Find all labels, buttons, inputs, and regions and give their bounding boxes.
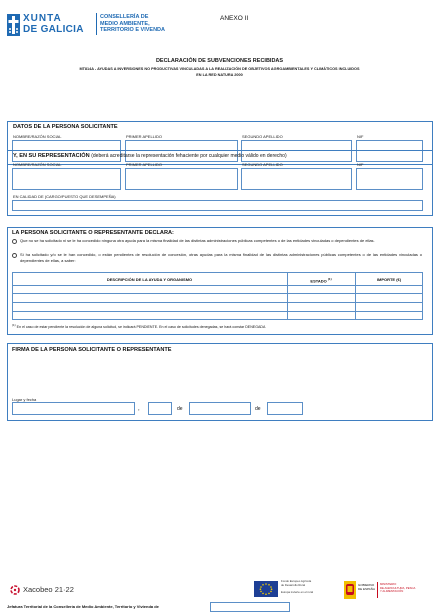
place-field[interactable] (12, 402, 135, 415)
aid-table-header-status (287, 277, 355, 283)
applicant-name-label: NOMBRE/RAZÓN SOCIAL (13, 134, 62, 139)
table-row-3-status[interactable] (289, 304, 353, 310)
aid-table-header-description: DESCRIPCIÓN DE LA AYUDA Y ORGANISMO (106, 277, 193, 282)
month-field[interactable] (189, 402, 251, 415)
table-row-1-desc[interactable] (14, 287, 285, 293)
rep-surname2-field[interactable] (241, 168, 352, 190)
footnote-mark: (1) (12, 323, 16, 327)
option-has-aid-text: Sí ha solicitado y/o se le han concedido, o están pendientes de resolución de concesión, otras ayudas para la misma finalidad de las distintas administraciones públicas competentes o de las entidades vinculadas o dependientes de ellas, a saber: (20, 252, 422, 263)
applicant-surname1-label: PRIMER APELLIDO (126, 134, 163, 139)
logo-divider (96, 13, 97, 35)
ministry-divider (377, 582, 378, 598)
table-row-2-status[interactable] (289, 295, 353, 301)
table-row-2-amount[interactable] (357, 295, 421, 301)
spain-government-logo (344, 580, 434, 602)
eu-line-3: Europa invierte en el rural (281, 590, 314, 595)
rep-surname2-label: SEGUNDO APELLIDO (242, 162, 283, 167)
rep-nif-label: NIF (357, 162, 364, 167)
place-date-comma: , (138, 406, 140, 412)
representative-title-note: (deberá acreditarse la representación fehaciente por cualquier medio válido en derecho) (91, 153, 287, 159)
option-no-aid-text: Que no se ha solicitado ni se le ha concedido ninguna otra ayuda para la misma finalidad de las distintas administraciones públicas competentes o de las entidades vinculadas o dependientes de ellas. (20, 238, 375, 243)
eu-text (281, 580, 313, 595)
table-row-1-amount[interactable] (357, 287, 421, 293)
rep-name-label: NOMBRE/RAZÓN SOCIAL (13, 162, 62, 167)
logo-text-xunta: XUNTA (23, 13, 62, 24)
rep-capacity-field[interactable] (12, 200, 423, 211)
ministry-line-2: DE AGRICULTURA, PESCA (380, 585, 416, 590)
spain-coat-of-arms-icon (344, 581, 356, 599)
footnote-text: En el caso de estar pendiente la resolución de alguna solicitud, se indicará PENDIENTE. En el caso de solicitudes denegadas, se hará constar DENEGADA (16, 325, 266, 330)
table-row-3-amount[interactable] (357, 304, 421, 310)
representative-title-text: Y, EN SU REPRESENTACIÓN (13, 153, 90, 159)
logo-text-galicia: DE GALICIA (23, 24, 84, 35)
status-header-text: ESTADO (310, 278, 327, 284)
rep-surname1-field[interactable] (125, 168, 238, 190)
day-field[interactable] (148, 402, 172, 415)
gobierno-text (358, 584, 375, 592)
rep-nif-field[interactable] (356, 168, 423, 190)
dept-line-1: CONSELLERÍA DE (100, 14, 149, 20)
dept-line-2: MEDIO AMBIENTE, (100, 20, 150, 27)
xacobeo-text: Xacobeo 21·22 (23, 585, 74, 594)
aid-table-row-divider-1 (12, 293, 423, 294)
status-header-footnote-ref: (1) (327, 277, 332, 281)
option-has-aid-radio[interactable] (12, 253, 17, 258)
year-field[interactable] (267, 402, 303, 415)
table-row-3-desc[interactable] (14, 304, 285, 310)
form-title: DECLARACIÓN DE SUBVENCIONES RECIBIDAS (155, 58, 284, 64)
eu-flag-icon (254, 581, 278, 597)
declaration-section-title: LA PERSONA SOLICITANTE O REPRESENTANTE DECLARA: (12, 230, 174, 236)
table-row-4-desc[interactable] (14, 313, 285, 319)
gobierno-line-1: GOBIERNO (358, 583, 375, 587)
dept-line-3: TERRITORIO E VIVENDA (100, 27, 165, 34)
applicant-nif-label: NIF (357, 134, 364, 139)
place-date-label: Lugar y fecha (12, 397, 37, 402)
ministry-line-3: Y ALIMENTACIÓN (380, 589, 404, 594)
xacobeo-logo (10, 584, 90, 596)
form-subtitle-2: EN LA RED NATURA 2000 (196, 73, 243, 77)
date-de-1: de (177, 406, 183, 412)
date-de-2: de (255, 406, 261, 412)
aid-table-header-divider (12, 285, 423, 286)
rep-name-field[interactable] (12, 168, 121, 190)
applicant-section-title: DATOS DE LA PERSONA SOLICITANTE (13, 124, 118, 130)
territorial-office-label: Jefatura Territorial de la Consellería de Medio Ambiente, Territorio y Vivienda de (7, 604, 159, 609)
aid-table-row-divider-3 (12, 311, 423, 312)
eu-line-2: de Desarrollo Rural (281, 582, 306, 587)
applicant-surname2-label: SEGUNDO APELLIDO (242, 134, 283, 139)
aid-table-header-amount: IMPORTE (€) (376, 277, 402, 282)
eu-feader-logo (254, 580, 330, 602)
ministry-line-1: MINISTERIO (380, 582, 397, 586)
xunta-logo (7, 13, 97, 43)
ministry-text (380, 583, 415, 594)
rep-surname1-label: PRIMER APELLIDO (126, 162, 163, 167)
xunta-cross-icon (7, 14, 20, 36)
table-row-2-desc[interactable] (14, 295, 285, 301)
annex-label: ANEXO II (220, 15, 249, 22)
xacobeo-emblem-icon (10, 585, 20, 595)
table-row-1-status[interactable] (289, 287, 353, 293)
aid-table-row-divider-2 (12, 302, 423, 303)
rep-capacity-label: EN CALIDAD DE (CARGO/PUESTO QUE DESEMPEÑA) (13, 194, 116, 199)
form-subtitle-1: MT814A - AYUDAS A INVERSIONES NO PRODUCTIVAS VINCULADAS A LA REALIZACIÓN DE OBJETIVOS AGROAMBIENTALES Y CLIMÁTICOS INCLUIDOS (79, 67, 360, 71)
table-row-4-status[interactable] (289, 313, 353, 319)
eu-line-1: Fondo Europeo Agrícola (281, 579, 312, 583)
representative-section-title (13, 153, 287, 159)
aid-table-footnote (12, 323, 265, 329)
signature-section-title: FIRMA DE LA PERSONA SOLICITANTE O REPRESENTANTE (12, 347, 172, 353)
department-name (100, 14, 165, 34)
gobierno-line-2: DE ESPAÑA (358, 586, 375, 591)
option-no-aid-radio[interactable] (12, 239, 17, 244)
territorial-office-field[interactable] (210, 602, 290, 612)
table-row-4-amount[interactable] (357, 313, 421, 319)
